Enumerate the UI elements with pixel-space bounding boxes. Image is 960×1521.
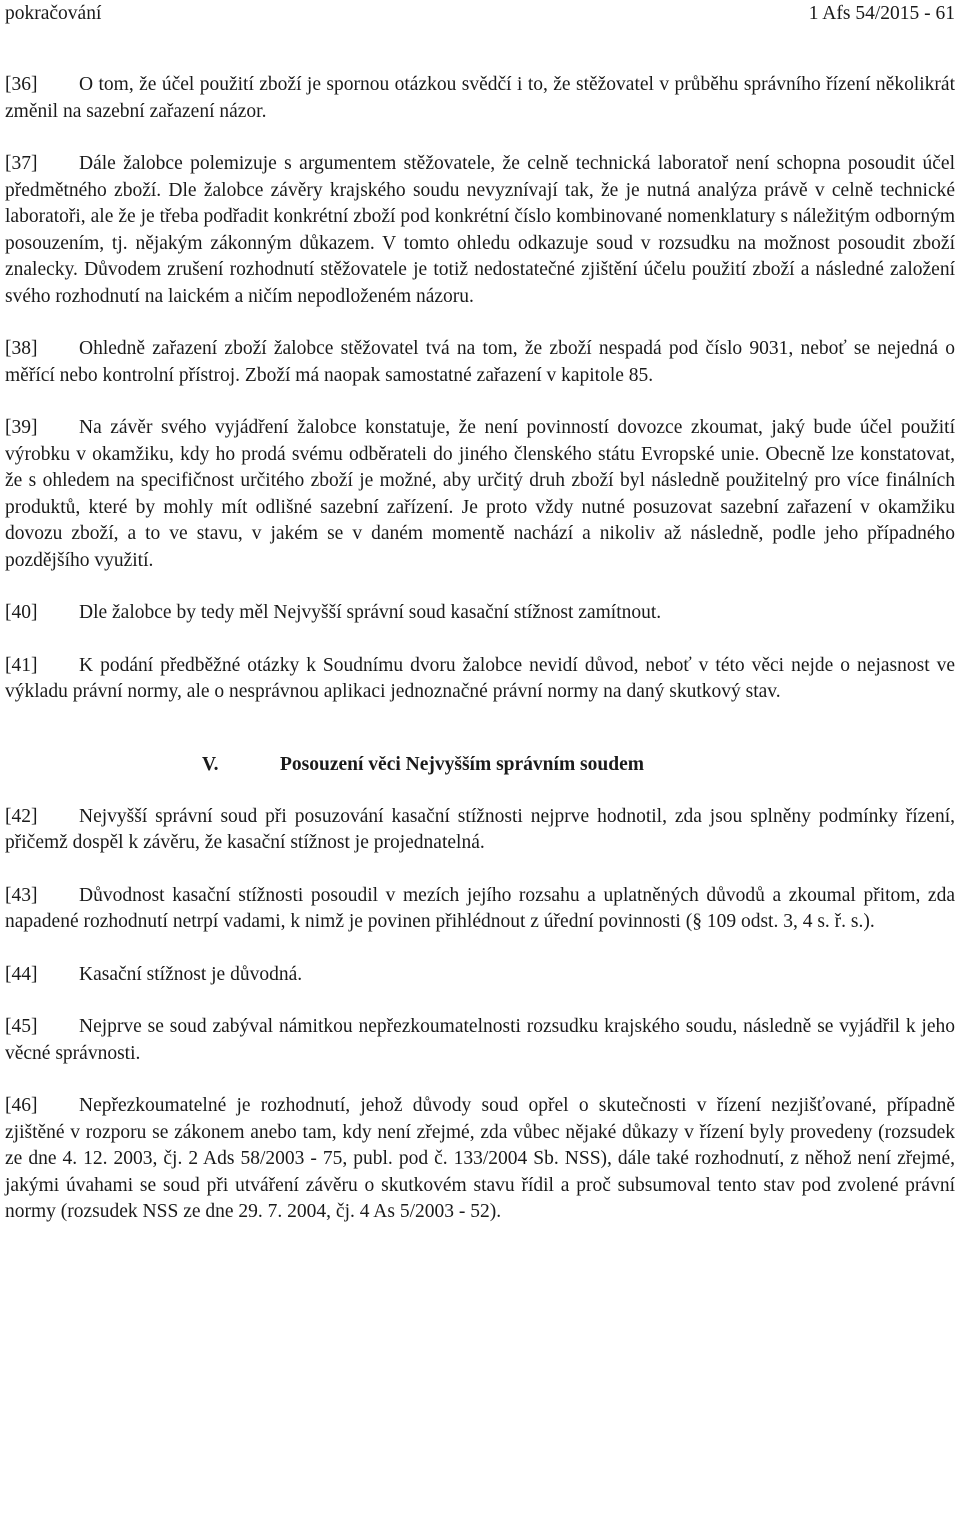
paragraph-text: Důvodnost kasační stížnosti posoudil v mezích jejího rozsahu a uplatněných důvodů a zkoumal přitom, zda napadené rozhodnutí netrpí vadami, k nimž je povinen přihlédnout z úřední povinnosti (§ 109 odst. 3, 4 s. ř. s.). [5,884,955,932]
paragraph-number: [45] [5,1016,38,1037]
paragraph-text: Nejvyšší správní soud při posuzování kasační stížnosti nejprve hodnotil, zda jsou splněny podmínky řízení, přičemž dospěl k závěru, že kasační stížnost je projednatelná. [5,805,955,853]
paragraph-number: [41] [5,654,38,676]
paragraph-number: [38] [5,338,38,359]
section-number: V. [202,753,219,775]
section-heading [5,752,955,778]
header-continuation: pokračování [5,3,102,24]
paragraph-number: [46] [5,1095,38,1116]
section-title: Posouzení věci Nejvyšším správním soudem [280,753,644,775]
document-body [5,72,955,1252]
paragraph-41 [5,653,955,706]
paragraph-40 [5,600,955,627]
paragraph-number: [40] [5,602,38,623]
paragraph-text: Ohledně zařazení zboží žalobce stěžovatel tvá na tom, že zboží nespadá pod číslo 9031, neboť se nejedná o měřící nebo kontrolní přístroj. Zboží má naopak samostatné zařazení v kapitole 85. [5,338,955,386]
paragraph-text: K podání předběžné otázky k Soudnímu dvoru žalobce nevidí důvod, neboť v této věci nejde o nejasnost ve výkladu právní normy, ale o nesprávnou aplikaci jednoznačné právní normy na daný skutkový stav. [5,654,955,702]
paragraph-text: Nejprve se soud zabýval námitkou nepřezkoumatelnosti rozsudku krajského soudu, následně se vyjádřil k jeho věcné správnosti. [5,1016,955,1064]
page-header [5,0,955,28]
paragraph-text: Kasační stížnost je důvodná. [79,963,303,985]
paragraph-42 [5,804,955,857]
paragraph-36 [5,72,955,125]
paragraph-text: Dále žalobce polemizuje s argumentem stěžovatele, že celně technická laboratoř není schopna posoudit účel předmětného zboží. Dle žalobce závěry krajského soudu nevyznívají tak, že je nutná analýza právě v celně technické laboratoři, ale že je třeba podřadit konkrétní zboží pod konkrétní číslo kombinované nomenklatury s náležitým odborným posouzením, tj. nějakým zákonným důkazem. V tomto ohledu odkazuje soud v rozsudku na možnost posoudit zboží znalecky. Důvodem zrušení rozhodnutí stěžovatele je totiž nedostatečné zjištění účelu použití zboží a následné založení svého rozhodnutí na laickém a ničím nepodloženém názoru. [5,153,955,307]
paragraph-44 [5,962,955,989]
header-case-number: 1 Afs 54/2015 - 61 [808,3,955,24]
paragraph-37 [5,151,955,310]
paragraph-text: Nepřezkoumatelné je rozhodnutí, jehož důvody soud opřel o skutečnosti v řízení nezjišťované, případně zjištěné v rozporu se zákonem anebo tam, kdy není zřejmé, zda vůbec nějaké důkazy v řízení byly provedeny (rozsudek ze dne 4. 12. 2003, čj. 2 Ads 58/2003 - 75, publ. pod č. 133/2004 Sb. NSS), dále také rozhodnutí, z něhož není zřejmé, jakými úvahami se soud při utváření závěru o skutkovém stavu řídil a proč subsumoval tento stav pod zvolené právní normy (rozsudek NSS ze dne 29. 7. 2004, čj. 4 As 5/2003 - 52). [5,1095,955,1222]
paragraph-number: [44] [5,963,38,985]
paragraph-38 [5,336,955,389]
paragraph-text: Na závěr svého vyjádření žalobce konstatuje, že není povinností dovozce zkoumat, jaký bude účel použití výrobku v okamžiku, kdy ho prodá svému odběrateli do jiného členského státu Evropské unie. Obecně lze konstatovat, že s ohledem na specifičnost určitého zboží je možné, aby určitý druh zboží byl následně použitelný pro více finálních produktů, které by mohly mít odlišné sazební zařízení. Je proto vždy nutné posuzovat sazební zařazení v okamžiku dovozu zboží, a to ve stavu, v jakém se v daném momentě nachází a nikoliv až následně, podle jeho případného pozdějšího využití. [5,417,955,571]
paragraph-number: [42] [5,805,38,827]
paragraph-number: [39] [5,417,38,438]
paragraph-number: [37] [5,153,38,174]
paragraph-39 [5,415,955,574]
paragraph-43 [5,883,955,936]
paragraph-46 [5,1093,955,1226]
paragraph-45 [5,1014,955,1067]
paragraph-text: O tom, že účel použití zboží je spornou otázkou svědčí i to, že stěžovatel v průběhu správního řízení několikrát změnil na sazební zařazení názor. [5,74,955,122]
paragraph-number: [36] [5,74,38,95]
paragraph-text: Dle žalobce by tedy měl Nejvyšší správní soud kasační stížnost zamítnout. [79,602,662,623]
paragraph-number: [43] [5,884,38,906]
